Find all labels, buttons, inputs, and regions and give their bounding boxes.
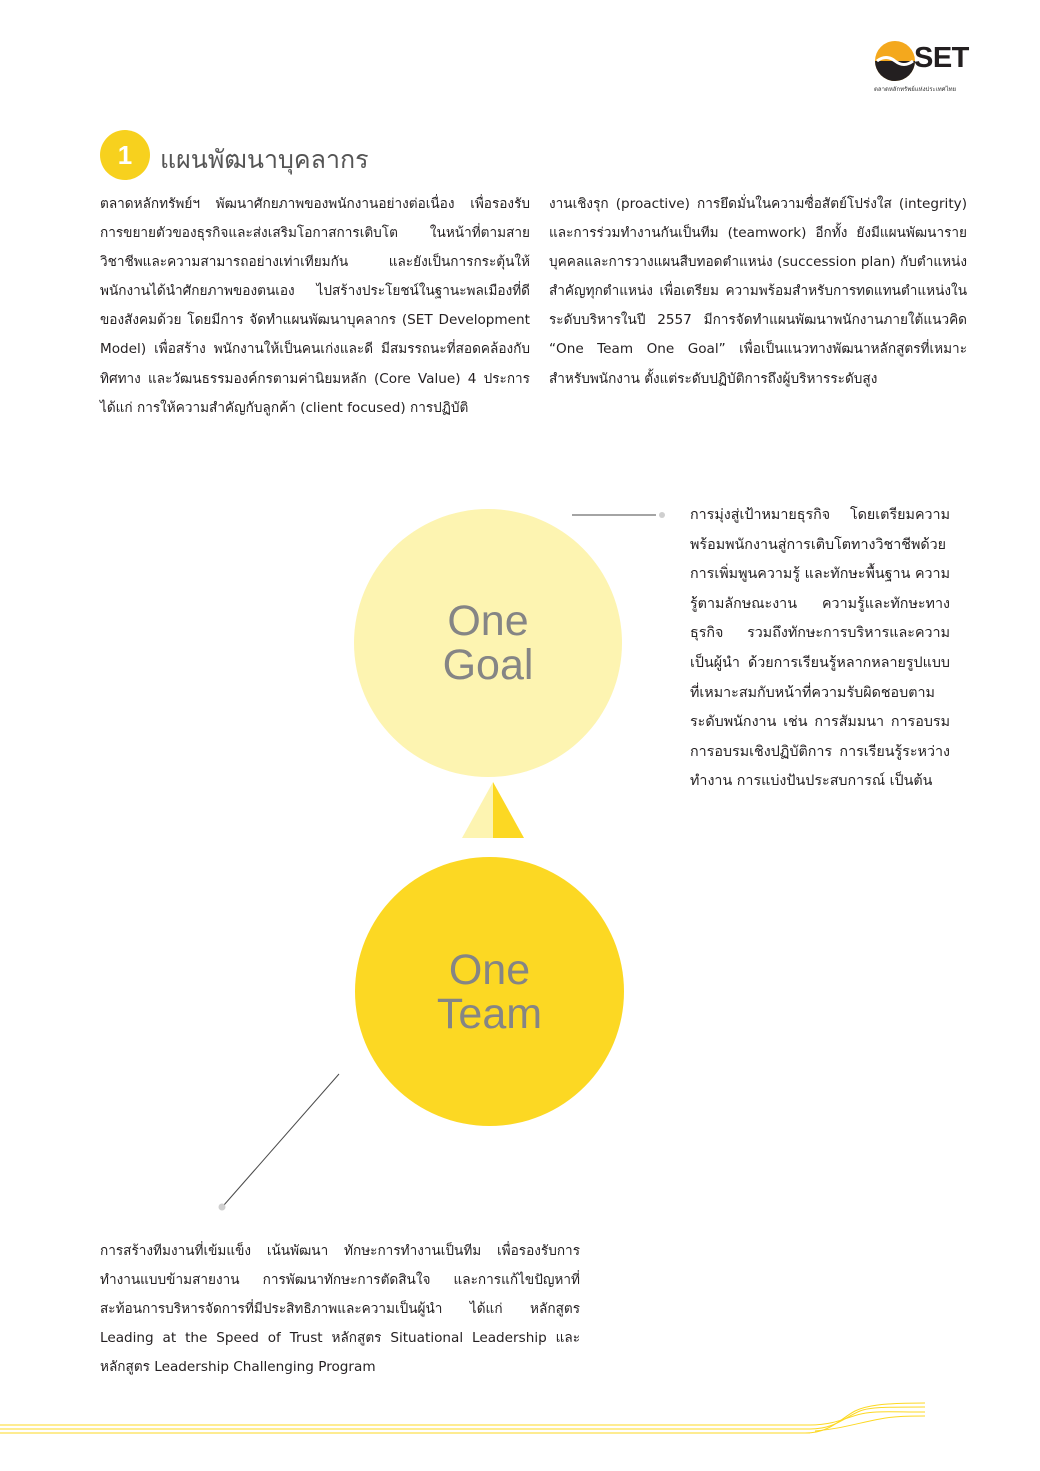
section-number-badge: 1 [100,130,150,180]
body-left-column: ตลาดหลักทรัพย์ฯ พัฒนาศักยภาพของพนักงานอย่างต่อเนื่อง เพื่อรองรับการขยายตัวของธุรกิจและส่งเสริมโอกาสการเติบโต ในหน้าที่ตามสายวิชาชีพและความสามารถอย่างเท่าเทียมกัน และยังเป็นการกระตุ้นให้พนักงานได้นำศักยภาพของตนเอง ไปสร้างประโยชน์ในฐานะพลเมืองที่ดีของสังคมด้วย โดยมีการ จัดทำแผนพัฒนาบุคลากร (SET Development Model) เพื่อสร้าง พนักงานให้เป็นคนเก่งและดี มีสมรรถนะที่สอดคล้องกับทิศทาง และวัฒนธรรมองค์กรตามค่านิยมหลัก (Core Value) 4 ประการ ได้แก่ การให้ความสำคัญกับลูกค้า (client focused) การปฏิบัติ [100,196,530,416]
arrow-up-icon [460,780,526,840]
logo-subtitle: ตลาดหลักทรัพย์แห่งประเทศไทย [874,86,957,93]
goal-label-line2: Goal [442,641,534,689]
logo-text: SET [914,42,969,74]
one-team-circle [355,857,624,1126]
set-logo-icon [874,40,916,82]
one-goal-circle [354,509,622,777]
footer-decoration [0,1395,1040,1445]
set-logo [874,38,984,98]
one-team-description: การสร้างทีมงานที่เข้มแข็ง เน้นพัฒนา ทักษะการทำงานเป็นทีม เพื่อรองรับการทำงานแบบข้ามสายงาน การพัฒนาทักษะการตัดสินใจ และการแก้ไขปัญหาที่สะท้อนการบริหารจัดการที่มีประสิทธิภาพและความเป็นผู้นำ ได้แก่ หลักสูตร Leading at the Speed of Trust หลักสูตร Situational Leadership และหลักสูตร Leadership Challenging Program [100,1243,580,1375]
team-label-line1: One [448,945,531,994]
body-right-column: งานเชิงรุก (proactive) การยึดมั่นในความซื่อสัตย์โปร่งใส (integrity) และการร่วมทำงานกันเป็นทีม (teamwork) อีกทั้ง ยังมีแผนพัฒนารายบุคคลและการวางแผนสืบทอดตำแหน่ง (succession plan) กับตำแหน่งสำคัญทุกตำแหน่ง เพื่อเตรียม ความพร้อมสำหรับการทดแทนตำแหน่งในระดับบริหารในปี 2557 มีการจัดทำแผนพัฒนาพนักงานภายใต้แนวคิด “One Team One Goal” เพื่อเป็นแนวทางพัฒนาหลักสูตรที่เหมาะสำหรับพนักงาน ตั้งแต่ระดับปฏิบัติการถึงผู้บริหารระดับสูง [549,196,967,387]
team-label-line2: Team [436,989,543,1038]
goal-label-line1: One [447,597,529,645]
one-goal-description: การมุ่งสู่เป้าหมายธุรกิจ โดยเตรียมความพร้อมพนักงานสู่การเติบโตทางวิชาชีพด้วยการเพิ่มพูนความรู้ และทักษะพื้นฐาน ความรู้ตามลักษณะงาน ความรู้และทักษะทางธุรกิจ รวมถึงทักษะการบริหารและความเป็นผู้นำ ด้วยการเรียนรู้หลากหลายรูปแบบที่เหมาะสมกับหน้าที่ความรับผิดชอบตามระดับพนักงาน เช่น การสัมมนา การอบรม การอบรมเชิงปฏิบัติการ การเรียนรู้ระหว่างทำงาน การแบ่งปันประสบการณ์ เป็นต้น [690,507,950,790]
section-title: แผนพัฒนาบุคลากร [160,145,369,174]
